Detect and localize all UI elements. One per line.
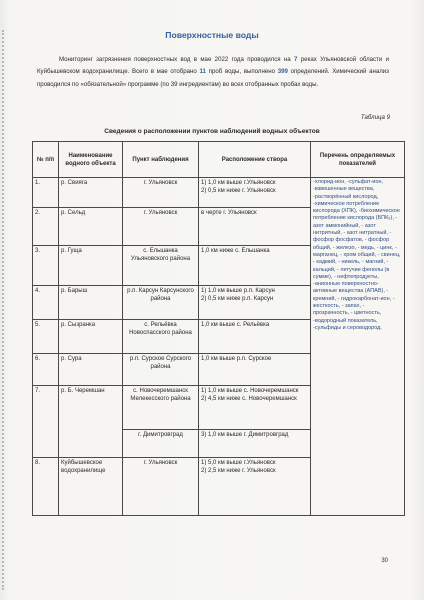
row-object: р. Свияга <box>59 178 123 208</box>
row-object: р. Гуща <box>59 246 123 286</box>
row-location: 1,0 км выше с. Рельёвка <box>199 320 311 354</box>
row-num: 3. <box>33 246 59 286</box>
row-num: 7. <box>33 386 59 458</box>
intro-paragraph <box>37 54 389 91</box>
row-location: 1) 1,0 км выше с. Новочеремшанск 2) 4,5 км ниже с. Новочеремшанск <box>199 386 311 430</box>
row-point: г. Ульяновск <box>123 208 199 246</box>
row-num: 8. <box>33 458 59 516</box>
row-point: р.п. Сурское Сурского района <box>123 354 199 386</box>
rivers-count: 7 <box>294 56 298 63</box>
row-location: 1,0 км выше р.п. Сурское <box>199 354 311 386</box>
table-caption: Сведения о расположении пунктов наблюдений водных объектов <box>104 128 320 135</box>
row-location: 3) 1,0 км выше г. Димитровград <box>199 430 311 458</box>
table-header-row <box>33 142 405 178</box>
intro-text-2: реках Ульяновской области и Куйбышевском водохранилище. Всего в мае отобрано <box>37 56 389 76</box>
parameters-list: -хлорид-ион, -сульфат-ион, -взвешенные вещества, -растворённый кислород, -химическое потребление кислорода (ХПК), -биохимическое потребление кислорода (БПК₅), - азот аммонийный, - азот нитритный, - азот нитратный, - фосфор фосфатов, - фосфор общий, - железо, - медь, - цинк, - марганец, - хром общий, - свинец, - кадмий, - никель, - магний, - кальций, - летучие фенолы (в сумме), - нефтепродукты, -анионные поверхностно-активные вещества (АПАВ), - кремний, - гидрокарбонат-ион, - жесткость, - запах, - прозрачность, - цветность, -водородный показатель, -сульфиды и сероводород. <box>311 178 405 516</box>
row-num: 4. <box>33 286 59 320</box>
header-params: Перечень определяемых показателей <box>311 142 405 178</box>
table-number: Таблица 9 <box>360 114 390 121</box>
row-num: 6. <box>33 354 59 386</box>
header-num: № п/п <box>33 142 59 178</box>
section-heading: Поверхностные воды <box>165 30 259 40</box>
intro-text-3: проб воды, выполнено <box>205 68 278 76</box>
row-object: р. Сызранка <box>59 320 123 354</box>
row-location: 1) 5,0 км выше г.Ульяновск 2) 2,5 км ниже г. Ульяновск <box>199 458 311 516</box>
row-num: 1. <box>33 178 59 208</box>
row-location: 1,0 км ниже с. Ельшанка <box>199 246 311 286</box>
row-object: р. Сура <box>59 354 123 386</box>
intro-text-4: определений. Химический анализ проводился по «обязательной» программе (по 39 ингредиентам) во всех отобранных пробах воды. <box>37 68 389 88</box>
page-number: 30 <box>381 558 388 564</box>
row-point: р.п. Карсун Карсунского района <box>123 286 199 320</box>
row-location: 1) 1,0 км выше г.Ульяновск 2) 0,5 км ниже г. Ульяновск <box>199 178 311 208</box>
row-object: р. Сельд <box>59 208 123 246</box>
row-num: 2. <box>33 208 59 246</box>
header-location: Расположение створа <box>199 142 311 178</box>
table-row <box>33 178 405 208</box>
binding-holes <box>2 30 7 590</box>
header-point: Пункт наблюдения <box>123 142 199 178</box>
header-object: Наименование водного объекта <box>59 142 123 178</box>
determinations-count: 399 <box>277 68 288 76</box>
row-location: в черте г. Ульяновск <box>199 208 311 246</box>
row-num: 5. <box>33 320 59 354</box>
row-point: с. Новочеремшанск Мелекесского района <box>123 386 199 430</box>
row-location: 1) 1,0 км выше р.п. Карсун 2) 0,5 км ниже р.п. Карсун <box>199 286 311 320</box>
intro-text-1: Мониторинг загрязнения поверхностных вод в мае 2022 года проводился на <box>59 56 295 63</box>
row-point: г. Ульяновск <box>123 458 199 516</box>
row-point: с. Рельёвка Новоспасского района <box>123 320 199 354</box>
row-point: г. Димитровград <box>123 430 199 458</box>
samples-count: 11 <box>199 68 206 76</box>
row-object: Куйбышевское водохранилище <box>59 458 123 516</box>
monitoring-points-table <box>32 141 405 516</box>
row-point: г. Ульяновск <box>123 178 199 208</box>
row-point: с. Ельшанка Ульяновского района <box>123 246 199 286</box>
row-object: р. Б. Черемшан <box>59 386 123 458</box>
row-object: р. Барыш <box>59 286 123 320</box>
